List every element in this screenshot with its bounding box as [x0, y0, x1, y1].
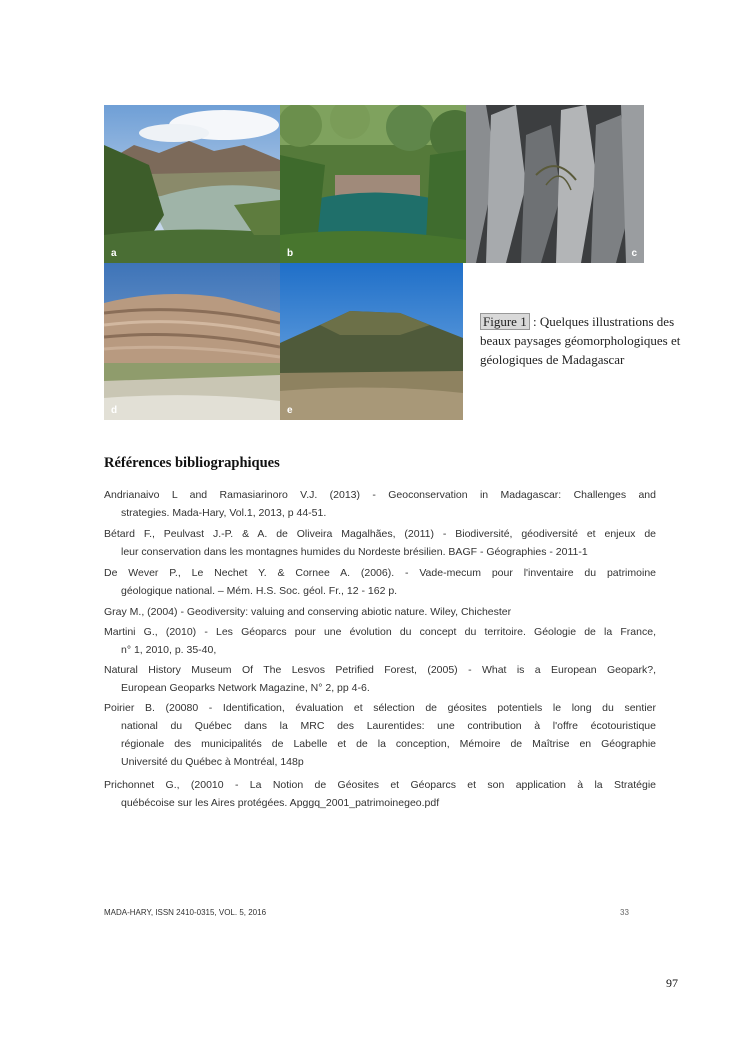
reference-line: n° 1, 2010, p. 35-40, [121, 644, 217, 656]
page-number: 97 [666, 976, 678, 990]
figure-caption-text: : Quelques illustrations des beaux paysages géomorphologiques et géologiques de Madagascar [480, 314, 681, 367]
reference-entry [104, 623, 656, 659]
photo-d-cliff [104, 263, 280, 420]
reference-line: géologique national. – Mém. H.S. Soc. géol. Fr., 12 - 162 p. [121, 585, 398, 597]
reference-line: European Geoparks Network Magazine, N° 2, pp 4-6. [121, 682, 370, 694]
reference-line: leur conservation dans les montagnes humides du Nordeste brésilien. BAGF - Géographies - 2011-1 [121, 546, 588, 558]
reference-entry [104, 603, 656, 621]
figure-caption [480, 312, 705, 369]
reference-line: Bétard F., Peulvast J.-P. & A. de Oliveira Magalhães, (2011) - Biodiversité, géodiversité et enjeux de [104, 528, 656, 540]
photo-letter-a: a [111, 248, 117, 259]
photo-letter-b: b [287, 248, 294, 259]
reference-line: De Wever P., Le Nechet Y. & Cornee A. (2006). - Vade-mecum pour l'inventaire du patrimoine [104, 567, 656, 579]
reference-entry [104, 525, 656, 561]
reference-line: Poirier B. (20080 - Identification, évaluation et sélection de géosites potentiels le long du sentier [104, 702, 656, 714]
references-title: Références bibliographiques [104, 455, 280, 471]
photo-letter-e: e [287, 405, 293, 416]
reference-line: Martini G., (2010) - Les Géoparcs pour une évolution du concept du territoire. Géologie de la France, [104, 626, 656, 638]
journal-page-number: 33 [620, 908, 629, 917]
reference-line: Université du Québec à Montréal, 148p [121, 756, 304, 768]
reference-line: régionale des municipalités de Labelle et de la conception, Mémoire de Maîtrise en Géographie [121, 738, 656, 750]
reference-entry [104, 486, 656, 522]
reference-line: Gray M., (2004) - Geodiversity: valuing and conserving abiotic nature. Wiley, Chichester [104, 606, 512, 618]
photo-a-lake [104, 105, 280, 263]
reference-line: québécoise sur les Aires protégées. Apggq_2001_patrimoinegeo.pdf [121, 797, 440, 809]
reference-entry [104, 564, 656, 600]
photo-e-mesa [280, 263, 463, 420]
reference-line: Prichonnet G., (20010 - La Notion de Géosites et Géoparcs et son application à la Stratégie [104, 779, 656, 791]
reference-line: national du Québec dans la MRC des Laurentides: une contribution à l'offre écotouristique [121, 720, 656, 732]
figure-caption-label: Figure 1 [480, 313, 530, 330]
reference-line: Andrianaivo L and Ramasiarinoro V.J. (2013) - Geoconservation in Madagascar: Challenges and [104, 489, 656, 501]
reference-entry [104, 699, 656, 771]
photo-letter-d: d [111, 405, 118, 416]
reference-line: strategies. Mada-Hary, Vol.1, 2013, p 44-51. [121, 507, 327, 519]
photo-b-forest-lake [280, 105, 466, 263]
photo-letter-c: c [631, 248, 637, 259]
reference-entry [104, 661, 656, 697]
reference-entry [104, 776, 656, 812]
photo-c-tsingy [466, 105, 644, 263]
journal-footer: MADA-HARY, ISSN 2410-0315, VOL. 5, 2016 [104, 908, 267, 917]
reference-line: Natural History Museum Of The Lesvos Petrified Forest, (2005) - What is a European Geopark?, [104, 664, 656, 676]
